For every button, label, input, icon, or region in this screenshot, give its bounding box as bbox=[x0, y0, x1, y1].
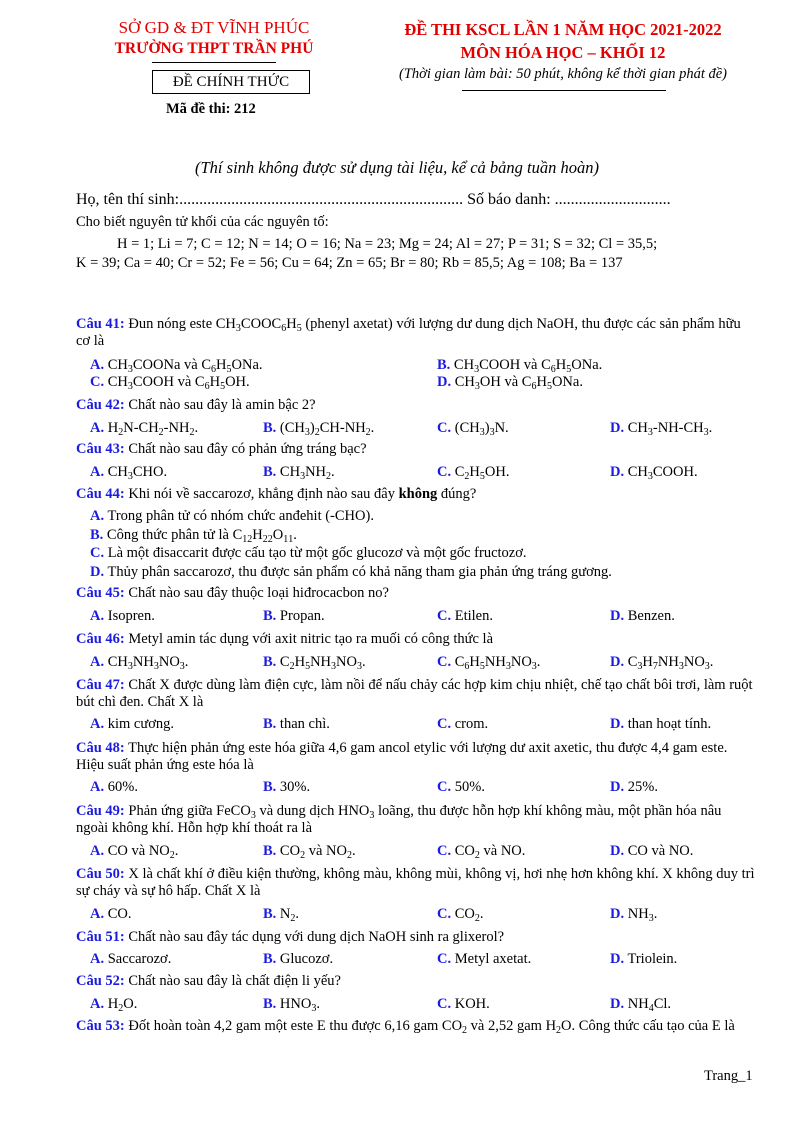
school-underline bbox=[152, 62, 276, 63]
question-number: Câu 53: bbox=[76, 1018, 125, 1034]
question-number: Câu 46: bbox=[76, 631, 125, 647]
option-letter: B. bbox=[263, 779, 277, 795]
option-letter: A. bbox=[90, 420, 105, 436]
option-letter: B. bbox=[263, 654, 277, 670]
option-letter: D. bbox=[610, 654, 625, 670]
option-text: Metyl axetat. bbox=[454, 951, 532, 967]
answer-option bbox=[610, 906, 657, 923]
answer-option bbox=[610, 951, 677, 968]
answer-option bbox=[90, 996, 137, 1013]
answer-option bbox=[90, 716, 174, 733]
option-letter: C. bbox=[437, 464, 452, 480]
answer-option bbox=[437, 464, 509, 481]
answer-option bbox=[263, 654, 366, 671]
option-letter: D. bbox=[610, 464, 625, 480]
question-number: Câu 45: bbox=[76, 585, 125, 601]
option-text: 25%. bbox=[627, 779, 658, 795]
answer-option bbox=[90, 654, 188, 671]
answer-option bbox=[263, 420, 374, 437]
question-number: Câu 50: bbox=[76, 866, 125, 882]
question-number: Câu 43: bbox=[76, 441, 125, 457]
question-stem bbox=[76, 929, 756, 946]
option-letter: C. bbox=[437, 779, 452, 795]
option-letter: C. bbox=[437, 951, 452, 967]
answer-option bbox=[610, 654, 713, 671]
official-exam-box: ĐỀ CHÍNH THỨC bbox=[152, 70, 310, 94]
option-text: CO. bbox=[107, 906, 132, 922]
candidate-info-line: Họ, tên thí sinh:....................................................................... Số báo danh: ............................. bbox=[76, 191, 671, 208]
option-letter: D. bbox=[610, 608, 625, 624]
question-stem bbox=[76, 631, 756, 648]
question-text: Đun nóng este $CH_3COOC_6H_5$ (phenyl axetat) với lượng dư dung dịch NaOH, thu được các sản phẩm hữu cơ là bbox=[76, 316, 741, 349]
option-text: $CH_3COOH$ và $C_6H_5OH$. bbox=[107, 374, 250, 392]
no-documents-note: (Thí sinh không được sử dụng tài liệu, kể cả bảng tuần hoàn) bbox=[195, 158, 599, 177]
option-text: Trong phân tử có nhóm chức anđehit (-CHO). bbox=[107, 508, 374, 524]
option-text: $H_2O$. bbox=[107, 996, 138, 1014]
time-note: (Thời gian làm bài: 50 phút, không kể thời gian phát đề) bbox=[399, 66, 727, 82]
option-text: CO và NO. bbox=[627, 843, 694, 859]
answer-option bbox=[437, 608, 493, 625]
option-letter: B. bbox=[437, 357, 451, 373]
answer-option bbox=[610, 843, 693, 860]
answer-option bbox=[610, 464, 698, 481]
page-number: Trang_1 bbox=[704, 1068, 753, 1084]
option-text: $CH_3CHO$. bbox=[107, 464, 168, 482]
answer-option bbox=[263, 716, 330, 733]
answer-option bbox=[90, 464, 167, 481]
option-letter: A. bbox=[90, 843, 105, 859]
option-text: $C_2H_5OH$. bbox=[454, 464, 510, 482]
option-letter: C. bbox=[437, 420, 452, 436]
question-stem bbox=[76, 1018, 756, 1035]
question-text: Chất X được dùng làm điện cực, làm nồi để nấu chảy các hợp kim chịu nhiệt, chế tạo chất bôi trơi, làm ruột bút chì đen. Chất X là bbox=[76, 677, 753, 710]
answer-option bbox=[437, 357, 602, 374]
answer-option bbox=[610, 608, 675, 625]
answer-option bbox=[610, 779, 658, 796]
option-text: $H_2N-CH_2-NH_2$. bbox=[107, 420, 199, 438]
answer-option bbox=[437, 843, 525, 860]
option-text: $HNO_3$. bbox=[279, 996, 320, 1014]
question-text: Đốt hoàn toàn 4,2 gam một este E thu được 6,16 gam $CO_2$ và 2,52 gam $H_2O$. Công thức cấu tạo của E là bbox=[128, 1018, 735, 1036]
option-text: CO và $NO_2$. bbox=[107, 843, 179, 861]
option-letter: C. bbox=[90, 374, 105, 390]
question-number: Câu 52: bbox=[76, 973, 125, 989]
question-text: Chất nào sau đây có phản ứng tráng bạc? bbox=[128, 441, 367, 457]
answer-option bbox=[90, 779, 138, 796]
option-text: Benzen. bbox=[627, 608, 675, 624]
answer-option bbox=[610, 420, 712, 437]
option-text: Là một đisaccarit được cấu tạo từ một gốc glucozơ và một gốc fructozơ. bbox=[107, 545, 527, 561]
option-text: $NH_4Cl$. bbox=[627, 996, 672, 1014]
option-letter: B. bbox=[263, 906, 277, 922]
option-text: $N_2$. bbox=[279, 906, 300, 924]
option-text: $(CH_3)_2CH-NH_2$. bbox=[279, 420, 375, 438]
question-stem bbox=[76, 677, 756, 711]
answer-option bbox=[610, 716, 711, 733]
answer-option bbox=[610, 996, 671, 1013]
answer-option bbox=[263, 608, 325, 625]
option-letter: A. bbox=[90, 508, 105, 524]
question-text: Metyl amin tác dụng với axit nitric tạo ra muối có công thức là bbox=[128, 631, 494, 647]
atomic-mass-intro: Cho biết nguyên tử khối của các nguyên tố: bbox=[76, 214, 329, 230]
option-text: $CO_2$ và $NO_2$. bbox=[279, 843, 356, 861]
option-text: kim cương. bbox=[107, 716, 175, 732]
exam-subject: MÔN HÓA HỌC – KHỐI 12 bbox=[460, 43, 666, 62]
question-text: Chất nào sau đây thuộc loại hiđrocacbon no? bbox=[128, 585, 389, 601]
answer-option bbox=[90, 508, 374, 525]
question-text: Khi nói về saccarozơ, khẳng định nào sau đây không đúng? bbox=[128, 486, 477, 502]
option-letter: D. bbox=[610, 420, 625, 436]
option-text: than chì. bbox=[279, 716, 330, 732]
question-text: Phản ứng giữa FeCO$_3$ và dung dịch $HNO_3$ loãng, thu được hỗn hợp khí không màu, một phần hóa nâu ngoài không khí. Hỗn hợp khí thoát ra là bbox=[76, 803, 722, 836]
answer-option bbox=[437, 374, 583, 391]
option-letter: B. bbox=[90, 527, 104, 543]
question-number: Câu 41: bbox=[76, 316, 125, 332]
option-letter: B. bbox=[263, 843, 277, 859]
answer-option bbox=[263, 906, 299, 923]
option-letter: B. bbox=[263, 716, 277, 732]
answer-option bbox=[437, 654, 540, 671]
question-stem bbox=[76, 740, 756, 774]
option-text: $CO_2$ và NO. bbox=[454, 843, 526, 861]
answer-option bbox=[90, 357, 263, 374]
option-letter: D. bbox=[610, 996, 625, 1012]
answer-option bbox=[263, 464, 335, 481]
option-text: $CH_3COONa$ và $C_6H_5ONa$. bbox=[107, 357, 263, 375]
question-text: Thực hiện phản ứng este hóa giữa 4,6 gam ancol etylic với lượng dư axit axetic, thu được 4,4 gam este. Hiệu suất phản ứng este hóa là bbox=[76, 740, 728, 773]
question-number: Câu 48: bbox=[76, 740, 125, 756]
option-letter: C. bbox=[437, 906, 452, 922]
question-number: Câu 44: bbox=[76, 486, 125, 502]
option-letter: D. bbox=[437, 374, 452, 390]
option-letter: A. bbox=[90, 654, 105, 670]
question-text: Chất nào sau đây tác dụng với dung dịch NaOH sinh ra glixerol? bbox=[128, 929, 505, 945]
question-text: Chất nào sau đây là chất điện li yếu? bbox=[128, 973, 341, 989]
option-letter: C. bbox=[437, 996, 452, 1012]
option-text: $C_2H_5NH_3NO_3$. bbox=[279, 654, 366, 672]
question-stem bbox=[76, 316, 756, 350]
option-text: $CH_3-NH-CH_3$. bbox=[627, 420, 713, 438]
option-letter: B. bbox=[263, 996, 277, 1012]
option-text: 60%. bbox=[107, 779, 138, 795]
question-text: X là chất khí ở điều kiện thường, không màu, không mùi, không vị, hơi nhẹ hơn không khí. X không duy trì sự cháy và sự hô hấp. Chất X là bbox=[76, 866, 755, 899]
option-text: $CH_3COOH$. bbox=[627, 464, 698, 482]
option-letter: B. bbox=[263, 608, 277, 624]
option-letter: A. bbox=[90, 779, 105, 795]
answer-option bbox=[437, 906, 484, 923]
option-text: $C_3H_7NH_3NO_3$. bbox=[627, 654, 714, 672]
option-letter: A. bbox=[90, 357, 105, 373]
answer-option bbox=[437, 951, 531, 968]
option-letter: A. bbox=[90, 716, 105, 732]
answer-option bbox=[263, 996, 320, 1013]
option-letter: A. bbox=[90, 951, 105, 967]
option-letter: C. bbox=[437, 654, 452, 670]
header-underline bbox=[462, 90, 666, 91]
option-text: $CH_3NH_2$. bbox=[279, 464, 335, 482]
option-text: $(CH_3)_3N$. bbox=[454, 420, 509, 438]
option-text: $NH_3$. bbox=[627, 906, 658, 924]
option-letter: A. bbox=[90, 906, 105, 922]
option-text: Propan. bbox=[279, 608, 325, 624]
department-name: SỞ GD & ĐT VĨNH PHÚC bbox=[118, 18, 310, 37]
exam-code: Mã đề thi: 212 bbox=[166, 101, 256, 117]
option-letter: D. bbox=[610, 716, 625, 732]
option-text: $CH_3COOH$ và $C_6H_5ONa$. bbox=[453, 357, 603, 375]
question-stem bbox=[76, 585, 756, 602]
option-letter: D. bbox=[610, 906, 625, 922]
option-letter: A. bbox=[90, 464, 105, 480]
answer-option bbox=[90, 420, 198, 437]
option-text: Thủy phân saccarozơ, thu được sản phẩm có khả năng tham gia phản ứng tráng gương. bbox=[107, 564, 612, 580]
answer-option bbox=[263, 779, 310, 796]
option-letter: C. bbox=[437, 843, 452, 859]
answer-option bbox=[90, 374, 250, 391]
option-text: $CH_3NH_3NO_3$. bbox=[107, 654, 189, 672]
option-letter: C. bbox=[437, 608, 452, 624]
option-text: than hoạt tính. bbox=[627, 716, 712, 732]
question-number: Câu 47: bbox=[76, 677, 125, 693]
option-text: crom. bbox=[454, 716, 489, 732]
option-text: Etilen. bbox=[454, 608, 493, 624]
answer-option bbox=[437, 716, 488, 733]
answer-option bbox=[90, 843, 178, 860]
option-text: $C_6H_5NH_3NO_3$. bbox=[454, 654, 541, 672]
option-letter: B. bbox=[263, 420, 277, 436]
option-letter: C. bbox=[437, 716, 452, 732]
option-letter: B. bbox=[263, 464, 277, 480]
question-number: Câu 51: bbox=[76, 929, 125, 945]
option-text: Isopren. bbox=[107, 608, 155, 624]
answer-option bbox=[90, 527, 297, 544]
question-stem bbox=[76, 486, 756, 503]
question-stem bbox=[76, 441, 756, 458]
option-letter: D. bbox=[610, 843, 625, 859]
answer-option bbox=[263, 951, 333, 968]
school-name: TRƯỜNG THPT TRẦN PHÚ bbox=[114, 40, 314, 57]
exam-title: ĐỀ THI KSCL LẦN 1 NĂM HỌC 2021-2022 bbox=[404, 20, 722, 39]
option-letter: D. bbox=[610, 779, 625, 795]
answer-option bbox=[90, 564, 612, 581]
question-number: Câu 49: bbox=[76, 803, 125, 819]
answer-option bbox=[263, 843, 356, 860]
answer-option bbox=[90, 906, 132, 923]
option-text: 30%. bbox=[279, 779, 311, 795]
option-text: Saccarozơ. bbox=[107, 951, 172, 967]
atomic-mass-line-1: H = 1; Li = 7; C = 12; N = 14; O = 16; Na = 23; Mg = 24; Al = 27; P = 31; S = 32; Cl = 35,5; bbox=[117, 236, 658, 252]
question-stem bbox=[76, 866, 756, 900]
option-text: Glucozơ. bbox=[279, 951, 334, 967]
option-letter: A. bbox=[90, 608, 105, 624]
option-text: $CH_3OH$ và $C_6H_5ONa$. bbox=[454, 374, 583, 392]
answer-option bbox=[437, 996, 490, 1013]
option-text: $CO_2$. bbox=[454, 906, 484, 924]
question-text: Chất nào sau đây là amin bậc 2? bbox=[128, 397, 316, 413]
atomic-mass-line-2: K = 39; Ca = 40; Cr = 52; Fe = 56; Cu = 64; Zn = 65; Br = 80; Rb = 85,5; Ag = 108; Ba = 137 bbox=[76, 255, 623, 271]
option-letter: A. bbox=[90, 996, 105, 1012]
question-number: Câu 42: bbox=[76, 397, 125, 413]
option-letter: D. bbox=[90, 564, 105, 580]
option-text: KOH. bbox=[454, 996, 490, 1012]
answer-option bbox=[437, 779, 485, 796]
question-stem bbox=[76, 973, 756, 990]
answer-option bbox=[90, 545, 527, 562]
option-text: 50%. bbox=[454, 779, 485, 795]
option-letter: D. bbox=[610, 951, 625, 967]
answer-option bbox=[437, 420, 509, 437]
question-stem bbox=[76, 803, 756, 837]
option-letter: B. bbox=[263, 951, 277, 967]
option-text: Công thức phân tử là $C_{12}H_{22}O_{11}$. bbox=[106, 527, 297, 545]
question-stem bbox=[76, 397, 756, 414]
answer-option bbox=[90, 951, 171, 968]
answer-option bbox=[90, 608, 155, 625]
option-text: Triolein. bbox=[627, 951, 678, 967]
option-letter: C. bbox=[90, 545, 105, 561]
